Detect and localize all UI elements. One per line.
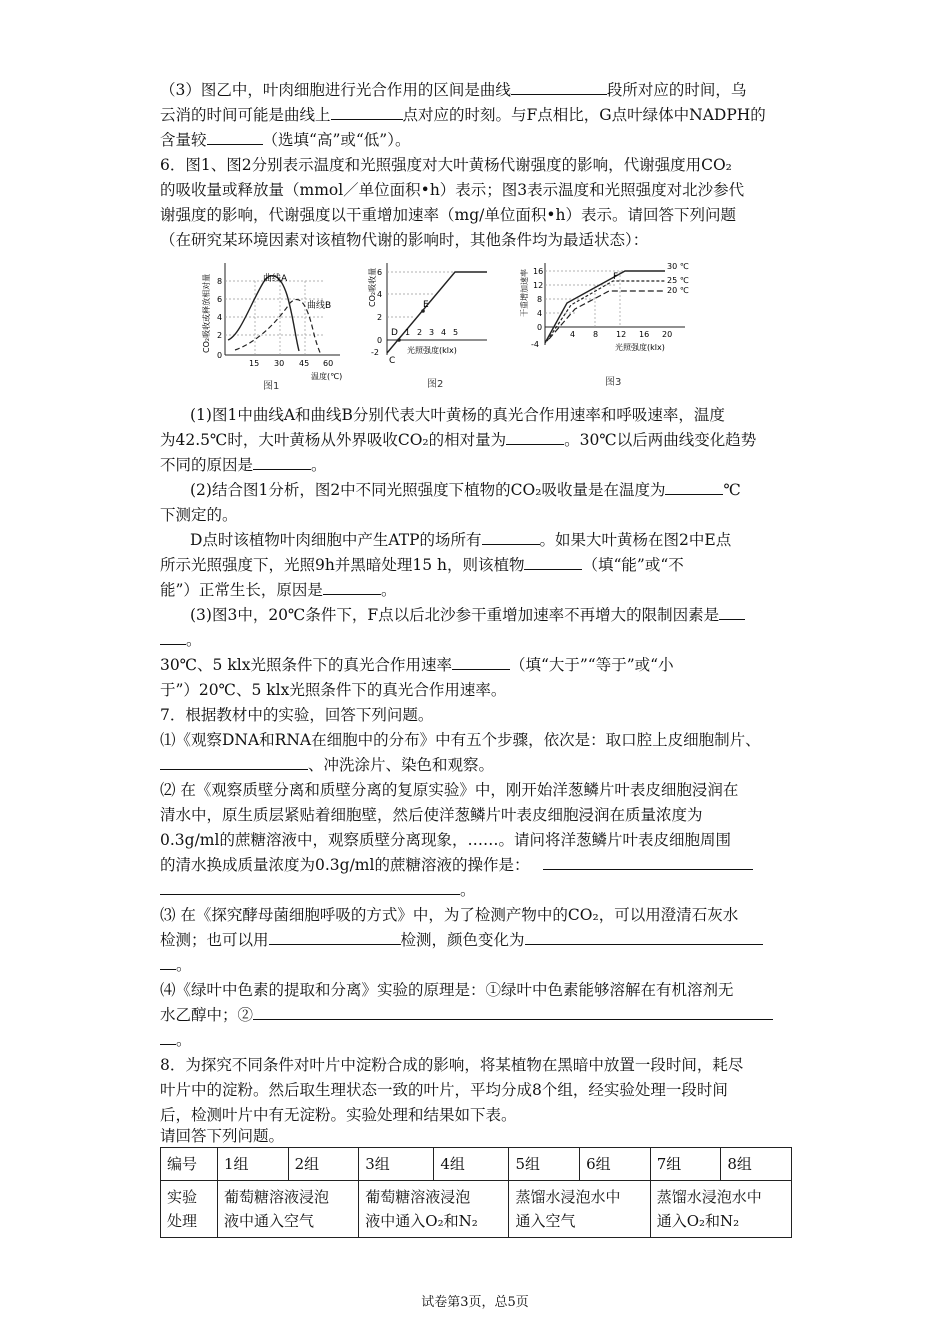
q7-text: 的清水换成质量浓度为0.3g/ml的蔗糖溶液的操作是： (160, 855, 753, 875)
y-tick: -4 (531, 340, 539, 349)
q8-text: 8．为探究不同条件对叶片中淀粉合成的影响，将某植物在黑暗中放置一段时间，耗尽 (160, 1056, 744, 1074)
y-tick: 2 (217, 331, 223, 340)
q6-text: 下测定的。 (160, 506, 238, 524)
x-tick: 2 (417, 328, 423, 337)
q8-text: 后，检测叶片中有无淀粉。实验处理和结果如下表。 (160, 1106, 517, 1124)
x-tick: 4 (570, 330, 576, 339)
q6-line: （在研究某环境因素对该植物代谢的影响时，其他条件均为最适状态）： (160, 231, 649, 249)
text-line: 含量较 （选填“高”或“低”）。 (160, 131, 411, 149)
y-tick: 16 (533, 267, 544, 276)
q6-text: 不同的原因是 。 (160, 456, 327, 474)
y-tick: -2 (371, 348, 379, 357)
x-tick: 5 (453, 328, 459, 337)
q6-text: D点时该植物叶肉细胞中产生ATP的场所有 。如果大叶黄杨在图2中E点 (190, 531, 732, 549)
x-axis-label: 光照强度(klx) (615, 343, 665, 352)
text-line: （3）图乙中，叶肉细胞进行光合作用的区间是曲线 段所对应的时间，乌 (160, 81, 747, 99)
x-axis-label: 温度(℃) (311, 372, 343, 381)
y-tick: 2 (377, 313, 383, 322)
q7-text: 0.3g/ml的蔗糖溶液中，观察质壁分离现象，……。请问将洋葱鳞片叶表皮细胞周围 (160, 831, 731, 849)
q7-text: ⑶ 在《探究酵母菌细胞呼吸的方式》中，为了检测产物中的CO₂，可以用澄清石灰水 (160, 906, 739, 924)
q7-text: ⑴《观察DNA和RNA在细胞中的分布》中有五个步骤，依次是：取口腔上皮细胞制片、 (160, 731, 761, 749)
table-cell: 5组 (509, 1148, 580, 1181)
x-tick: 16 (639, 330, 650, 339)
table-cell: 编号 (161, 1148, 218, 1181)
x-tick: 60 (323, 359, 334, 368)
x-tick: 3 (429, 328, 435, 337)
q6-line: 6．图1、图2分别表示温度和光照强度对大叶黄杨代谢强度的影响，代谢强度用CO₂ (160, 156, 732, 174)
x-tick: 4 (441, 328, 447, 337)
q7-text: 。 (160, 1030, 192, 1050)
point-d: D (391, 328, 398, 338)
q6-text: 30℃、5 klx光照条件下的真光合作用速率 （填“大于”“等于”或“小 (160, 656, 674, 674)
y-tick: 0 (537, 323, 543, 332)
x-tick: 20 (662, 330, 673, 339)
table-cell: 葡萄糖溶液浸泡 液中通入空气 (218, 1181, 359, 1238)
legend-25c: 25 ℃ (667, 276, 689, 285)
q8-text: 请回答下列问题。 (160, 1127, 285, 1145)
y-tick: 8 (217, 277, 223, 286)
q6-line: 谢强度的影响，代谢强度以干重增加速率（mg/单位面积•h）表示。请回答下列问题 (160, 206, 736, 224)
table-cell: 葡萄糖溶液浸泡 液中通入O₂和N₂ (359, 1181, 509, 1238)
q6-line: 的吸收量或释放量（mmol／单位面积•h）表示；图3表示温度和光照强度对北沙参代 (160, 181, 745, 199)
table-cell: 蒸馏水浸泡水中 通入空气 (509, 1181, 650, 1238)
point-f: F (613, 272, 619, 282)
table-cell: 3组 (359, 1148, 434, 1181)
q7-text: ⑷《绿叶中色素的提取和分离》实验的原理是：①绿叶中色素能够溶解在有机溶剂无 (160, 981, 734, 999)
q7-text: 。 (160, 955, 192, 975)
figure-caption: 图1 (263, 381, 280, 392)
y-tick: 6 (377, 268, 383, 277)
y-axis-label: CO₂吸收量 (368, 267, 377, 307)
experiment-table (160, 1147, 792, 1238)
y-tick: 6 (217, 295, 223, 304)
legend-30c: 30 ℃ (667, 262, 689, 271)
x-tick: 12 (616, 330, 627, 339)
q7-text: ⑵ 在《观察质壁分离和质壁分离的复原实验》中，刚开始洋葱鳞片叶表皮细胞浸润在 (160, 781, 739, 799)
q7-text: 水乙醇中；② (160, 1005, 773, 1025)
legend-20c: 20 ℃ (667, 286, 689, 295)
q6-text: 于”）20℃、5 klx光照条件下的真光合作用速率。 (160, 681, 507, 699)
q7-text: 7．根据教材中的实验，回答下列问题。 (160, 706, 434, 724)
y-tick: 12 (533, 281, 544, 290)
point-e: E (423, 300, 429, 310)
y-tick: 8 (537, 295, 543, 304)
table-cell: 4组 (434, 1148, 509, 1181)
table-cell: 蒸馏水浸泡水中 通入O₂和N₂ (650, 1181, 791, 1238)
text-line: 云消的时间可能是曲线上 点对应的时刻。与F点相比，G点叶绿体中NADPH的 (160, 106, 766, 124)
table-row-label: 实验 处理 (161, 1181, 218, 1238)
curve-a-label: 曲线A (263, 274, 288, 284)
x-tick: 45 (299, 359, 310, 368)
table-cell: 8组 (721, 1148, 792, 1181)
y-tick: 4 (217, 313, 223, 322)
q6-text: (1)图1中曲线A和曲线B分别代表大叶黄杨的真光合作用速率和呼吸速率，温度 (190, 406, 725, 424)
table-cell: 6组 (580, 1148, 651, 1181)
table-header-row (161, 1148, 792, 1181)
q6-text: 能”）正常生长，原因是 。 (160, 581, 397, 599)
y-tick: 4 (377, 290, 383, 299)
point-c: C (389, 356, 396, 366)
y-tick: 4 (537, 309, 543, 318)
page-footer: 试卷第3页，总5页 (421, 1295, 529, 1310)
y-axis-label: CO₂吸收或释放相对量 (202, 273, 211, 353)
q7-text: 。 (160, 880, 476, 900)
y-tick: 0 (217, 351, 223, 360)
x-axis-label: 光照强度(klx) (407, 346, 457, 355)
q6-text: (3)图3中，20℃条件下，F点以后北沙参干重增加速率不再增大的限制因素是 (190, 605, 745, 625)
q8-text: 叶片中的淀粉。然后取生理状态一致的叶片，平均分成8个组，经实验处理一段时间 (160, 1081, 728, 1099)
x-tick: 30 (274, 359, 285, 368)
q7-text: 清水中，原生质层紧贴着细胞壁，然后使洋葱鳞片叶表皮细胞浸润在质量浓度为 (160, 806, 703, 824)
curve-b-label: 曲线B (307, 301, 332, 311)
x-tick: 8 (593, 330, 599, 339)
y-axis-label: 干重增加速率 (520, 269, 529, 317)
q6-text: 为42.5℃时，大叶黄杨从外界吸收CO₂的相对量为 。30℃以后两曲线变化趋势 (160, 431, 757, 449)
q6-text: (2)结合图1分析，图2中不同光照强度下植物的CO₂吸收量是在温度为 ℃ (190, 481, 741, 499)
figures-row (195, 255, 695, 395)
figure-caption: 图2 (427, 379, 444, 390)
q6-text: 所示光照强度下，光照9h并黑暗处理15 h，则该植物 （填“能”或“不 (160, 556, 684, 574)
table-cell: 1组 (218, 1148, 289, 1181)
x-tick: 15 (249, 359, 260, 368)
x-tick: 1 (405, 328, 411, 337)
q7-text: 、冲洗涂片、染色和观察。 (160, 755, 494, 775)
q7-text: 检测；也可以用 检测，颜色变化为 (160, 930, 763, 950)
table-cell: 2组 (288, 1148, 359, 1181)
figure-caption: 图3 (605, 377, 622, 388)
table-row (161, 1181, 792, 1238)
table-cell: 7组 (650, 1148, 721, 1181)
q6-text: 。 (160, 630, 202, 650)
y-tick: 0 (377, 336, 383, 345)
